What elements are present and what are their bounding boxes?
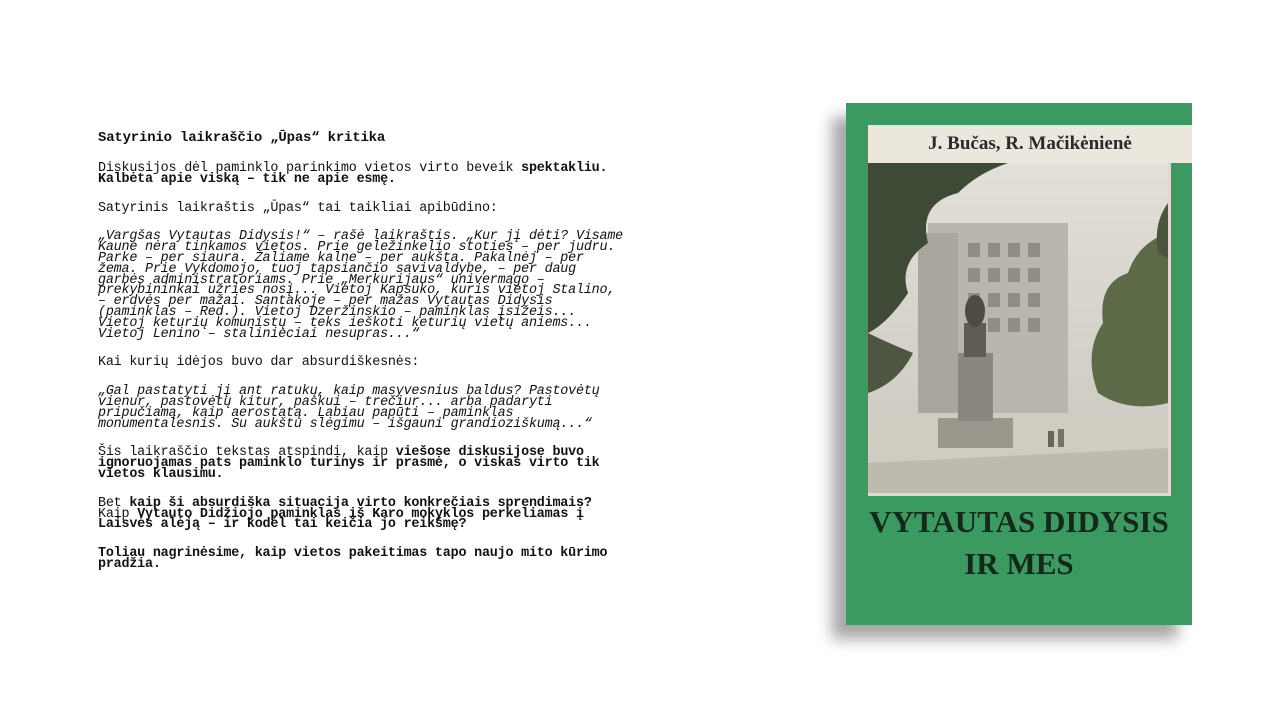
paragraph-intro: [98, 161, 623, 187]
paragraph-conclusion: Toliau nagrinėsime, kaip vietos pakeitimas tapo naujo mito kūrimo pradžia.: [98, 546, 608, 572]
book-title-line-2: IR MES: [964, 546, 1074, 581]
question-bold-1: kaip ši absurdiška situacija virto konkrečiais sprendimais?: [129, 495, 592, 511]
paragraph-reflection: [98, 445, 623, 482]
heading: Satyrinio laikraščio „Ūpas“ kritika: [98, 130, 386, 146]
paragraph-upas: Satyrinis laikraštis „Ūpas“ tai taikliai apibūdino:: [98, 200, 498, 216]
reflection-bold: viešose diskusijose buvo ignoruojamas pats paminklo turinys ir prasmė, o viskas virto tik vietos klausimu.: [98, 445, 600, 482]
monument-photo-illustration: [868, 163, 1168, 493]
question-plain-1: Bet: [98, 495, 130, 511]
question-bold-2: Vytauto Didžiojo paminklas iš Karo mokyklos perkeliamas į Laisvės alėją – ir kodėl tai keičia jo reikšmę?: [98, 506, 584, 533]
slide-text: [98, 131, 623, 589]
reflection-plain: Šis laikraščio tekstas atspindi, kaip: [98, 445, 396, 461]
book-title-line-1: VYTAUTAS DIDYSIS: [869, 504, 1169, 539]
question-plain-2: Kaip: [98, 506, 138, 522]
book-cover: [846, 103, 1192, 625]
book-title: [864, 501, 1174, 585]
intro-bold: spektakliu. Kalbėta apie viską – tik ne apie esmę.: [98, 161, 608, 187]
cover-photo: [868, 163, 1171, 496]
quote-vytautas: „Vargšas Vytautas Didysis!“ – rašė laikraštis. „Kur jį dėti? Visame Kaune nėra tinkamos vietos. Prie geležinkelio stoties – per judru. Parke – per siaura. Žaliame kalne – per aukšta. Pakalnėj – per žema. Prie Vykdomojo, tuoj tapsiančio savivaldybe, – per daug garbės administratoriams. Prie „Merkurijaus“ univermago – prekybininkai užries nosį... Vietoj Kapsuko, kuris vietoj Stalino, – erdvės per mažai. Santakoje – per mažas Vytautas Didysis (paminklas – Red.). Vietoj Dzeržinskio – paminklas įsižeis... Vietoj keturių komunistų – teks ieškoti keturių vietų aniems... Vietoj Lenino – stalinieciai nesupras...“: [98, 229, 623, 342]
book-authors: J. Bučas, R. Mačikėnienė: [868, 125, 1192, 163]
paragraph-ideas: Kai kurių idėjos buvo dar absurdiškesnės:: [98, 355, 420, 371]
paragraph-question: [98, 495, 623, 533]
intro-plain: Diskusijos dėl paminklo parinkimo vietos virto beveik: [98, 161, 522, 176]
quote-ratukai: „Gal pastatyti jį ant ratukų, kaip masyvesnius baldus? Pastovėtų vienur, pastovėtų kitur, paskui – trečiur... arba padaryti pripučiamą, kaip aerostatą. Labiau papūti – paminklas monumentalesnis. Su aukštu slėgimu – išgauni grandioziškumą...“: [98, 384, 600, 432]
